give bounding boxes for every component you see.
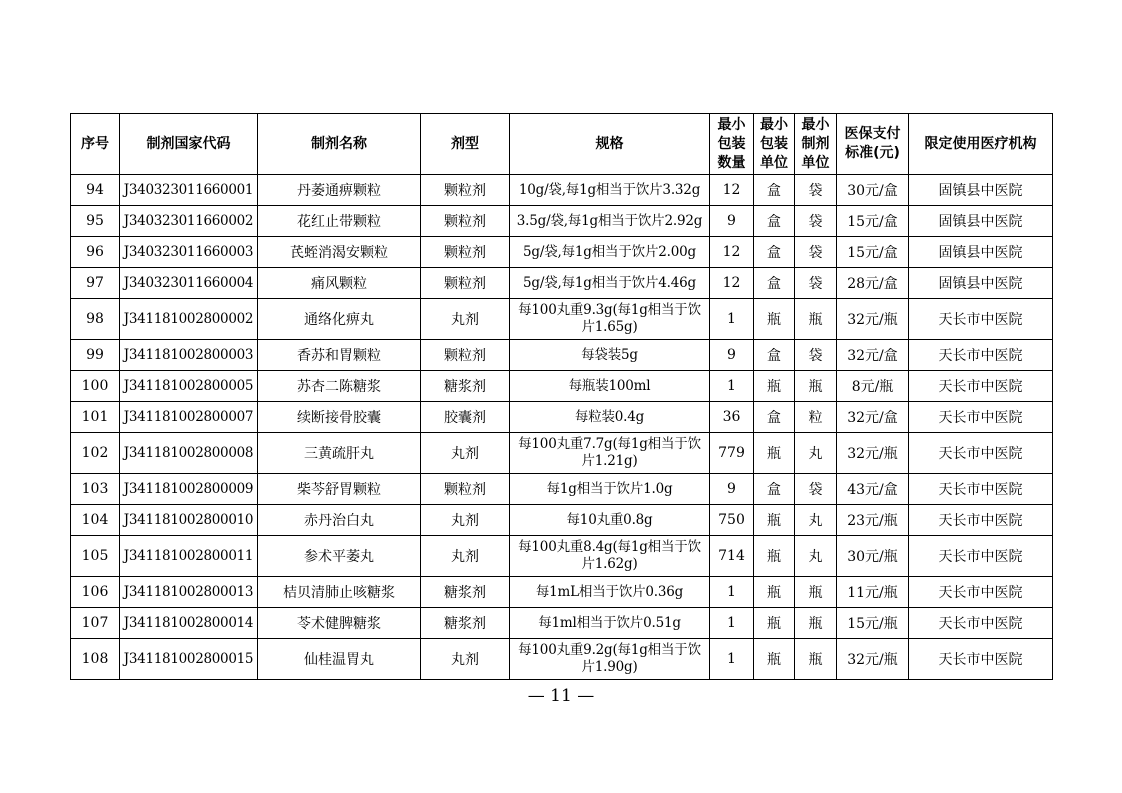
cell-price: 23元/瓶: [837, 505, 909, 536]
cell-min-pack-unit: 瓶: [754, 608, 795, 639]
cell-price: 43元/盒: [837, 474, 909, 505]
cell-form: 丸剂: [421, 433, 510, 474]
cell-min-pack-unit: 瓶: [754, 433, 795, 474]
cell-name: 通络化痹丸: [258, 299, 421, 340]
cell-min-pack-qty: 12: [710, 237, 754, 268]
cell-min-pack-qty: 1: [710, 299, 754, 340]
cell-name: 柴芩舒胃颗粒: [258, 474, 421, 505]
cell-spec: 每100丸重7.7g(每1g相当于饮片1.21g): [510, 433, 710, 474]
cell-min-pack-qty: 1: [710, 577, 754, 608]
cell-price: 8元/瓶: [837, 371, 909, 402]
cell-form: 糖浆剂: [421, 608, 510, 639]
cell-min-prep-unit: 瓶: [795, 371, 837, 402]
cell-min-prep-unit: 袋: [795, 237, 837, 268]
cell-min-prep-unit: 袋: [795, 206, 837, 237]
cell-min-pack-qty: 1: [710, 639, 754, 680]
table-row: [71, 268, 1053, 299]
page-number: — 11 —: [527, 686, 595, 706]
header-institution: 限定使用医疗机构: [909, 114, 1053, 175]
cell-seq: 106: [71, 577, 120, 608]
cell-code: J341181002800009: [120, 474, 258, 505]
cell-code: J340323011660003: [120, 237, 258, 268]
cell-form: 颗粒剂: [421, 340, 510, 371]
cell-spec: 每瓶装100ml: [510, 371, 710, 402]
cell-min-pack-unit: 盒: [754, 237, 795, 268]
header-code: 制剂国家代码: [120, 114, 258, 175]
cell-min-pack-qty: 9: [710, 206, 754, 237]
cell-form: 糖浆剂: [421, 577, 510, 608]
table-row: [71, 505, 1053, 536]
cell-code: J341181002800003: [120, 340, 258, 371]
cell-price: 32元/盒: [837, 402, 909, 433]
cell-spec: 每1mL相当于饮片0.36g: [510, 577, 710, 608]
cell-min-pack-unit: 盒: [754, 268, 795, 299]
cell-form: 丸剂: [421, 505, 510, 536]
cell-name: 桔贝清肺止咳糖浆: [258, 577, 421, 608]
cell-form: 胶囊剂: [421, 402, 510, 433]
cell-name: 痛风颗粒: [258, 268, 421, 299]
cell-name: 香苏和胃颗粒: [258, 340, 421, 371]
cell-seq: 101: [71, 402, 120, 433]
cell-spec: 每袋装5g: [510, 340, 710, 371]
cell-name: 苏杏二陈糖浆: [258, 371, 421, 402]
cell-institution: 天长市中医院: [909, 402, 1053, 433]
cell-min-pack-unit: 瓶: [754, 371, 795, 402]
cell-seq: 95: [71, 206, 120, 237]
cell-spec: 每10丸重0.8g: [510, 505, 710, 536]
cell-min-pack-qty: 779: [710, 433, 754, 474]
table-header: [71, 114, 1053, 175]
cell-form: 颗粒剂: [421, 175, 510, 206]
header-spec: 规格: [510, 114, 710, 175]
cell-min-pack-qty: 9: [710, 474, 754, 505]
header-min-pack-qty: 最小包装数量: [710, 114, 754, 175]
cell-seq: 100: [71, 371, 120, 402]
cell-price: 32元/瓶: [837, 299, 909, 340]
table-row: [71, 299, 1053, 340]
cell-institution: 天长市中医院: [909, 299, 1053, 340]
cell-spec: 每1ml相当于饮片0.51g: [510, 608, 710, 639]
header-seq: 序号: [71, 114, 120, 175]
cell-name: 丹萎通痹颗粒: [258, 175, 421, 206]
cell-min-pack-unit: 盒: [754, 402, 795, 433]
cell-price: 15元/瓶: [837, 608, 909, 639]
cell-name: 仙桂温胃丸: [258, 639, 421, 680]
cell-price: 32元/瓶: [837, 639, 909, 680]
cell-code: J341181002800010: [120, 505, 258, 536]
cell-institution: 天长市中医院: [909, 340, 1053, 371]
cell-spec: 5g/袋,每1g相当于饮片4.46g: [510, 268, 710, 299]
cell-code: J341181002800005: [120, 371, 258, 402]
cell-code: J340323011660001: [120, 175, 258, 206]
header-price: 医保支付标准(元): [837, 114, 909, 175]
cell-price: 28元/盒: [837, 268, 909, 299]
header-row: [71, 114, 1053, 175]
cell-name: 芪蛭消渴安颗粒: [258, 237, 421, 268]
cell-seq: 108: [71, 639, 120, 680]
header-name: 制剂名称: [258, 114, 421, 175]
cell-min-pack-qty: 714: [710, 536, 754, 577]
cell-seq: 97: [71, 268, 120, 299]
preparation-table: [70, 113, 1053, 680]
cell-institution: 天长市中医院: [909, 577, 1053, 608]
cell-institution: 天长市中医院: [909, 536, 1053, 577]
table-row: [71, 371, 1053, 402]
cell-code: J341181002800002: [120, 299, 258, 340]
cell-min-pack-qty: 36: [710, 402, 754, 433]
table-row: [71, 433, 1053, 474]
cell-institution: 固镇县中医院: [909, 268, 1053, 299]
cell-name: 苓术健脾糖浆: [258, 608, 421, 639]
cell-min-prep-unit: 瓶: [795, 299, 837, 340]
cell-form: 丸剂: [421, 536, 510, 577]
cell-min-pack-unit: 盒: [754, 340, 795, 371]
cell-min-prep-unit: 丸: [795, 536, 837, 577]
cell-seq: 94: [71, 175, 120, 206]
cell-spec: 每100丸重9.2g(每1g相当于饮片1.90g): [510, 639, 710, 680]
cell-code: J340323011660002: [120, 206, 258, 237]
cell-seq: 107: [71, 608, 120, 639]
cell-form: 丸剂: [421, 299, 510, 340]
cell-seq: 104: [71, 505, 120, 536]
cell-institution: 固镇县中医院: [909, 206, 1053, 237]
cell-form: 颗粒剂: [421, 206, 510, 237]
cell-min-prep-unit: 丸: [795, 505, 837, 536]
cell-institution: 天长市中医院: [909, 433, 1053, 474]
cell-seq: 96: [71, 237, 120, 268]
cell-price: 11元/瓶: [837, 577, 909, 608]
table-row: [71, 536, 1053, 577]
table-row: [71, 402, 1053, 433]
cell-min-prep-unit: 丸: [795, 433, 837, 474]
cell-code: J341181002800015: [120, 639, 258, 680]
cell-institution: 天长市中医院: [909, 371, 1053, 402]
cell-name: 三黄疏肝丸: [258, 433, 421, 474]
table-row: [71, 639, 1053, 680]
cell-min-prep-unit: 瓶: [795, 577, 837, 608]
cell-code: J341181002800007: [120, 402, 258, 433]
cell-name: 花红止带颗粒: [258, 206, 421, 237]
table-row: [71, 175, 1053, 206]
cell-seq: 98: [71, 299, 120, 340]
cell-code: J341181002800013: [120, 577, 258, 608]
cell-min-pack-qty: 750: [710, 505, 754, 536]
cell-min-pack-unit: 盒: [754, 206, 795, 237]
cell-min-pack-unit: 瓶: [754, 536, 795, 577]
cell-min-prep-unit: 粒: [795, 402, 837, 433]
cell-name: 续断接骨胶囊: [258, 402, 421, 433]
cell-name: 赤丹治白丸: [258, 505, 421, 536]
cell-spec: 每100丸重8.4g(每1g相当于饮片1.62g): [510, 536, 710, 577]
cell-min-pack-qty: 12: [710, 268, 754, 299]
cell-form: 颗粒剂: [421, 474, 510, 505]
header-min-prep-unit: 最小制剂单位: [795, 114, 837, 175]
cell-price: 15元/盒: [837, 206, 909, 237]
cell-form: 颗粒剂: [421, 237, 510, 268]
cell-min-pack-unit: 瓶: [754, 577, 795, 608]
cell-min-prep-unit: 袋: [795, 340, 837, 371]
cell-spec: 每100丸重9.3g(每1g相当于饮片1.65g): [510, 299, 710, 340]
cell-min-prep-unit: 袋: [795, 474, 837, 505]
table-row: [71, 237, 1053, 268]
cell-min-pack-qty: 9: [710, 340, 754, 371]
cell-min-pack-unit: 盒: [754, 175, 795, 206]
table-row: [71, 608, 1053, 639]
cell-institution: 天长市中医院: [909, 505, 1053, 536]
cell-price: 30元/瓶: [837, 536, 909, 577]
cell-spec: 5g/袋,每1g相当于饮片2.00g: [510, 237, 710, 268]
table-row: [71, 340, 1053, 371]
table-row: [71, 577, 1053, 608]
cell-price: 15元/盒: [837, 237, 909, 268]
cell-spec: 3.5g/袋,每1g相当于饮片2.92g: [510, 206, 710, 237]
cell-seq: 105: [71, 536, 120, 577]
table-body: [71, 175, 1053, 680]
table-row: [71, 474, 1053, 505]
cell-code: J341181002800008: [120, 433, 258, 474]
cell-name: 参术平萎丸: [258, 536, 421, 577]
cell-institution: 天长市中医院: [909, 608, 1053, 639]
cell-spec: 每1g相当于饮片1.0g: [510, 474, 710, 505]
cell-min-pack-qty: 1: [710, 608, 754, 639]
header-form: 剂型: [421, 114, 510, 175]
cell-seq: 99: [71, 340, 120, 371]
cell-price: 32元/盒: [837, 340, 909, 371]
cell-code: J341181002800011: [120, 536, 258, 577]
cell-code: J341181002800014: [120, 608, 258, 639]
cell-spec: 每粒装0.4g: [510, 402, 710, 433]
cell-spec: 10g/袋,每1g相当于饮片3.32g: [510, 175, 710, 206]
cell-code: J340323011660004: [120, 268, 258, 299]
cell-min-pack-unit: 瓶: [754, 299, 795, 340]
header-min-pack-unit: 最小包装单位: [754, 114, 795, 175]
cell-form: 丸剂: [421, 639, 510, 680]
cell-price: 30元/盒: [837, 175, 909, 206]
cell-min-pack-unit: 瓶: [754, 505, 795, 536]
cell-seq: 103: [71, 474, 120, 505]
cell-institution: 固镇县中医院: [909, 175, 1053, 206]
cell-min-pack-unit: 瓶: [754, 639, 795, 680]
cell-institution: 天长市中医院: [909, 474, 1053, 505]
cell-form: 颗粒剂: [421, 268, 510, 299]
table-row: [71, 206, 1053, 237]
cell-min-prep-unit: 瓶: [795, 608, 837, 639]
cell-institution: 天长市中医院: [909, 639, 1053, 680]
cell-min-prep-unit: 袋: [795, 175, 837, 206]
cell-min-pack-qty: 1: [710, 371, 754, 402]
cell-price: 32元/瓶: [837, 433, 909, 474]
cell-min-pack-qty: 12: [710, 175, 754, 206]
cell-seq: 102: [71, 433, 120, 474]
cell-min-prep-unit: 袋: [795, 268, 837, 299]
cell-min-pack-unit: 盒: [754, 474, 795, 505]
cell-institution: 固镇县中医院: [909, 237, 1053, 268]
cell-form: 糖浆剂: [421, 371, 510, 402]
cell-min-prep-unit: 瓶: [795, 639, 837, 680]
